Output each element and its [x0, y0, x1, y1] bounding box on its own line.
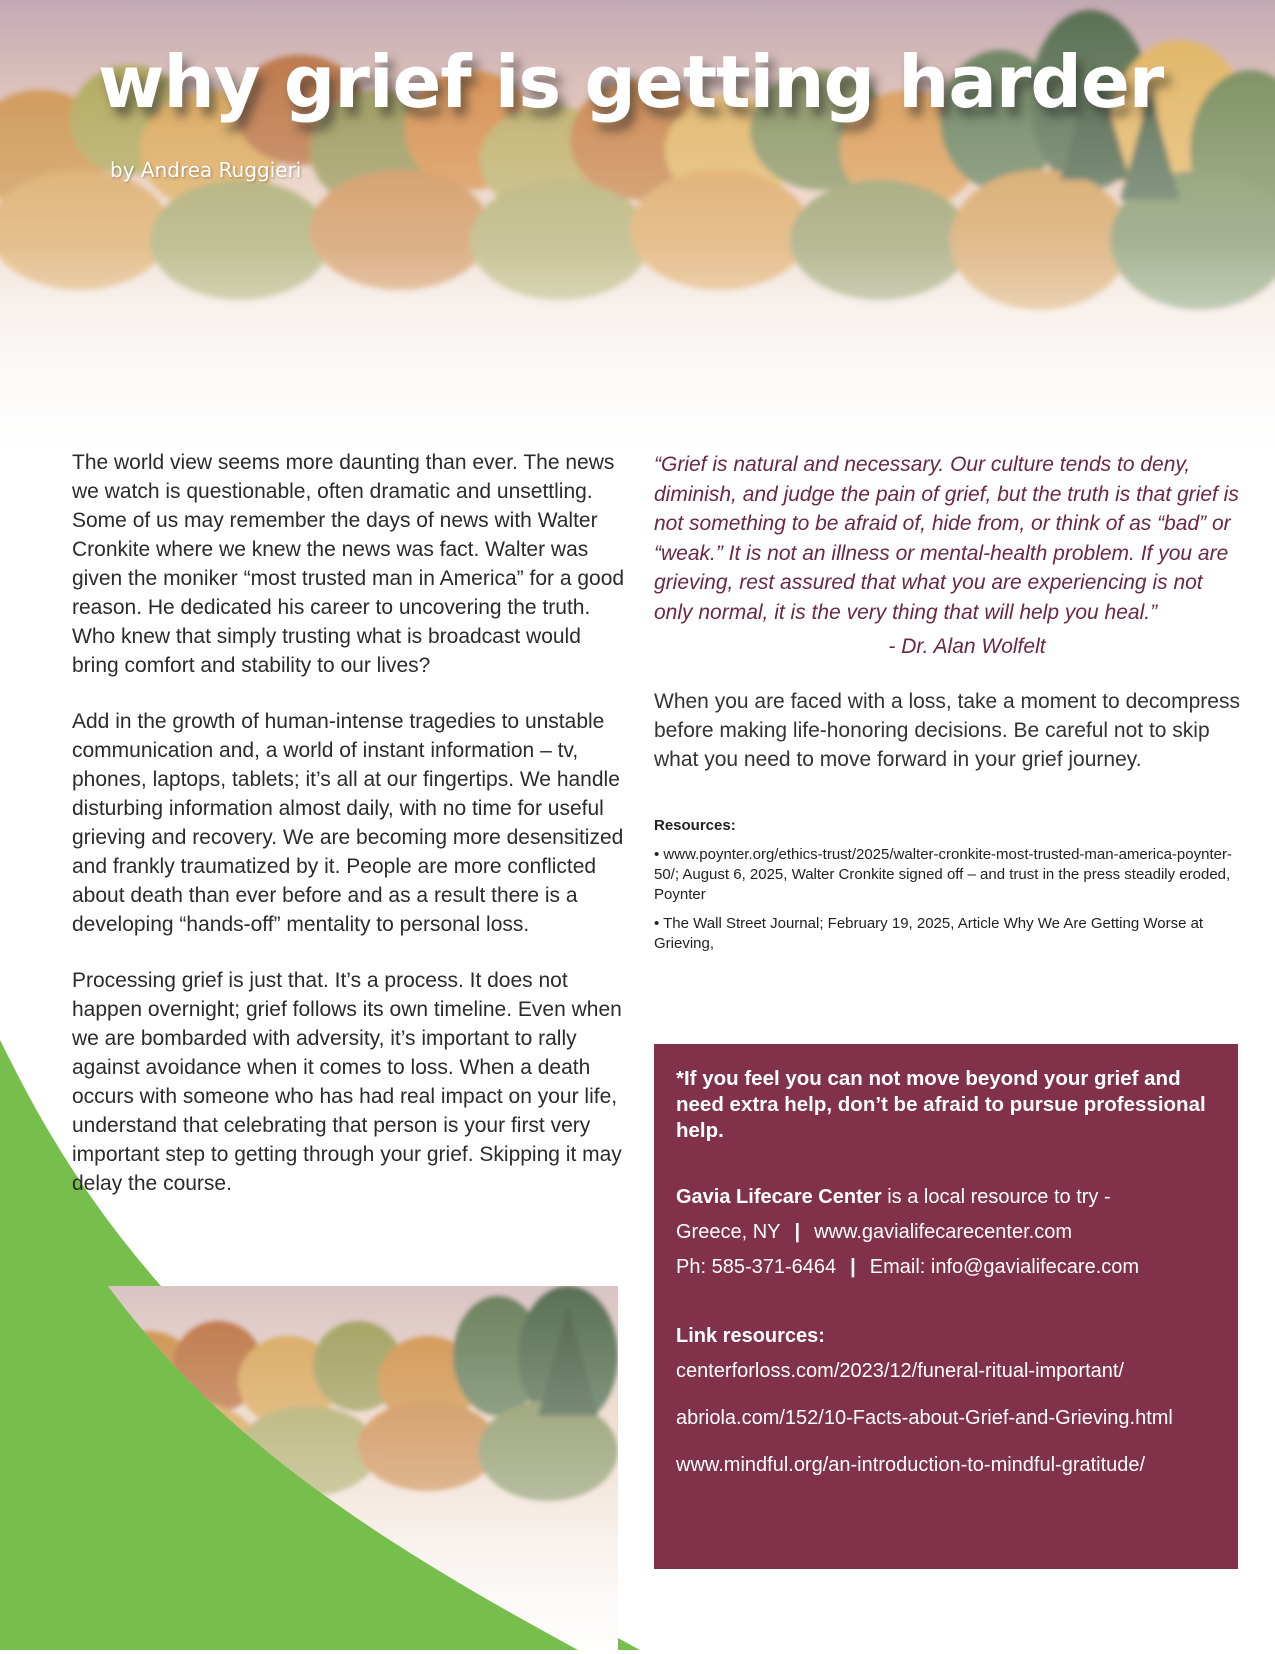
quote-attribution: - Dr. Alan Wolfelt: [888, 635, 1046, 658]
forest-photo-secondary: [108, 1286, 618, 1650]
article-byline: by Andrea Ruggieri: [110, 158, 302, 182]
article-title: why grief is getting harder: [98, 40, 1164, 124]
help-headline: *If you feel you can not move beyond your grief and need extra help, don’t be afraid to pursue professional help.: [676, 1067, 1206, 1142]
contact-line: [676, 1250, 1216, 1285]
center-email-link[interactable]: Email: info@gavialifecare.com: [869, 1256, 1140, 1278]
separator: |: [794, 1221, 801, 1243]
body-paragraph-3: Processing grief is just that. It’s a process. It does not happen overnight; grief follows its own timeline. Even when we are bombarded with adversity, it’s important to rally against avoidance when it comes to loss. When a death occurs with someone who has had real impact on your life, understand that celebrating that person is your first very important step to getting through your grief. Skipping it may delay the course.: [72, 969, 622, 1195]
resources-title: Resources:: [654, 817, 736, 834]
center-website-link[interactable]: www.gavialifecarecenter.com: [814, 1221, 1072, 1243]
article-body-right: [654, 450, 1240, 963]
body-paragraph-1: The world view seems more daunting than ever. The news we watch is questionable, often dramatic and unsettling. Some of us may remember the days of news with Walter Cronkite where we knew the news was fact. Walter was given the moniker “most trusted man in America” for a good reason. He dedicated his career to uncovering the truth. Who knew that simply trusting what is broadcast would bring comfort and stability to our lives?: [72, 451, 625, 677]
separator: |: [850, 1256, 856, 1278]
link-resource-item[interactable]: www.mindful.org/an-introduction-to-mindful-gratitude/: [676, 1454, 1146, 1476]
center-description: is a local resource to try -: [887, 1186, 1111, 1208]
resource-item: • www.poynter.org/ethics-trust/2025/walter-cronkite-most-trusted-man-america-poynter-50/; August 6, 2025, Walter Cronkite signed off – and trust in the press steadily eroded, Poynter: [654, 846, 1232, 903]
resources-section: [654, 816, 1240, 954]
center-line: [676, 1180, 1216, 1215]
pull-quote: “Grief is natural and necessary. Our culture tends to deny, diminish, and judge the pain of grief, but the truth is that grief is not something to be afraid of, hide from, or think of as “bad” or “weak.” It is not an illness or mental-health problem. If you are grieving, rest assured that what you are experiencing is not only normal, it is the very thing that will help you heal.”: [654, 453, 1239, 624]
body-paragraph-4: When you are faced with a loss, take a moment to decompress before making life-honoring decisions. Be careful not to skip what you need to move forward in your grief journey.: [654, 690, 1240, 771]
link-resource-item[interactable]: abriola.com/152/10-Facts-about-Grief-and-Grieving.html: [676, 1407, 1173, 1429]
body-paragraph-2: Add in the growth of human-intense tragedies to unstable communication and, a world of instant information – tv, phones, laptops, tablets; it’s all at our fingertips. We handle disturbing information almost daily, with no time for useful grieving and recovery. We are becoming more desensitized and frankly traumatized by it. People are more conflicted about death than ever before and as a result there is a developing “hands-off” mentality to personal loss.: [72, 710, 624, 936]
professional-help-box: [654, 1044, 1238, 1569]
center-phone: Ph: 585-371-6464: [676, 1256, 837, 1278]
center-location: Greece, NY: [676, 1221, 781, 1243]
link-resource-item[interactable]: centerforloss.com/2023/12/funeral-ritual-important/: [676, 1360, 1124, 1382]
location-line: [676, 1215, 1216, 1250]
link-resources-title: Link resources:: [676, 1325, 825, 1347]
article-body-left: [72, 448, 632, 1225]
resource-item: • The Wall Street Journal; February 19, 2025, Article Why We Are Getting Worse at Grieving,: [654, 915, 1204, 952]
center-name: Gavia Lifecare Center: [676, 1186, 882, 1208]
